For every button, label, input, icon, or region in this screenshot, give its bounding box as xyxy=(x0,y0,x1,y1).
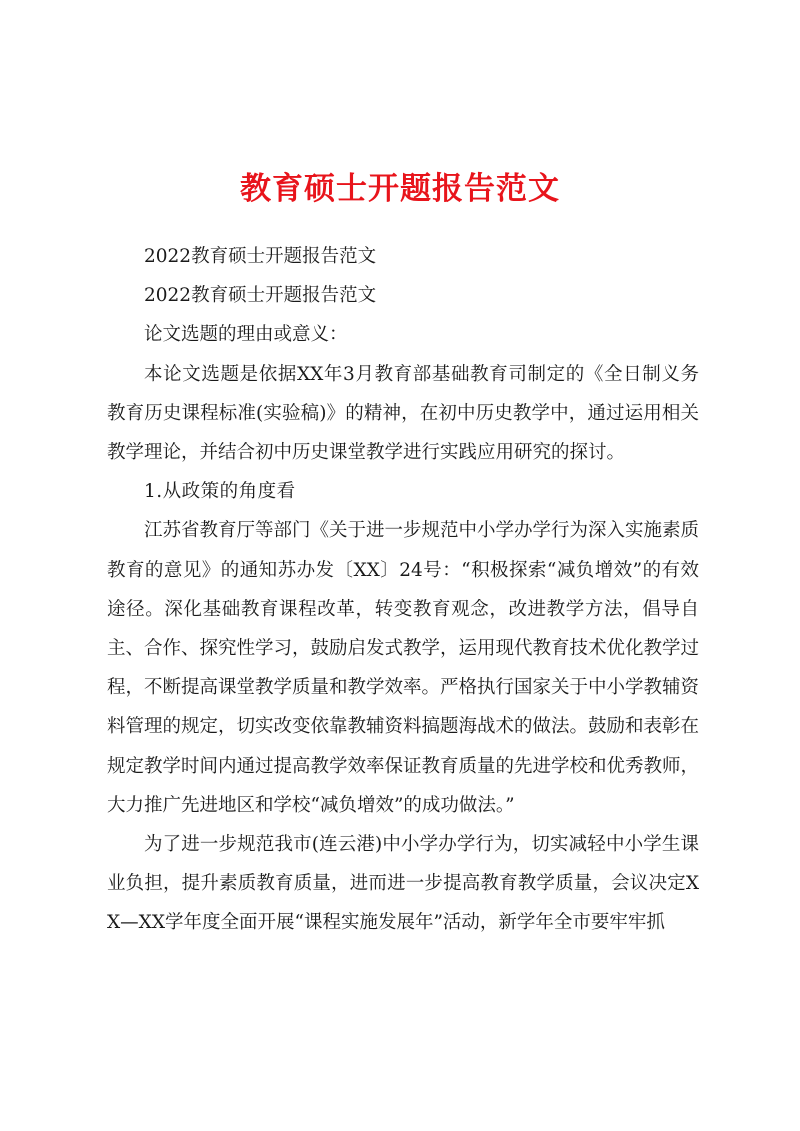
paragraph-local-policy: 为了进一步规范我市(连云港)中小学办学行为，切实减轻中小学生课业负担，提升素质教育质量，进而进一步提高教育教学质量，会议决定XX—XX学年度全面开展“课程实施发展年”活动，新学年全市要牢牢抓 xyxy=(107,834,699,934)
paragraph-subtitle-1: 2022教育硕士开题报告范文 xyxy=(144,246,377,267)
document-title: 教育硕士开题报告范文 xyxy=(240,171,560,207)
document-body xyxy=(107,237,699,943)
paragraph-subtitle-2: 2022教育硕士开题报告范文 xyxy=(144,285,377,307)
paragraph-section-heading: 论文选题的理由或意义： xyxy=(144,324,348,346)
paragraph-policy-text: 江苏省教育厅等部门《关于进一步规范中小学办学行为深入实施素质教育的意见》的通知苏办发〔XX〕24号：“积极探索“减负增效”的有效途径。深化基础教育课程改革，转变教育观念，改进教学方法，倡导自主、合作、探究性学习，鼓励启发式教学，运用现代教育技术优化教学过程，不断提高课堂教学质量和教学效率。严格执行国家关于中小学教辅资料管理的规定，切实改变依靠教辅资料搞题海战术的做法。鼓励和表彰在规定教学时间内通过提高教学效率保证教育质量的先进学校和优秀教师，大力推广先进地区和学校“减负增效”的成功做法。” xyxy=(107,520,700,816)
paragraph-policy-heading: 1.从政策的角度看 xyxy=(144,481,296,503)
paragraph-topic-basis: 本论文选题是依据XX年3月教育部基础教育司制定的《全日制义务教育历史课程标准(实验稿)》的精神，在初中历史教学中，通过运用相关教学理论，并结合初中历史课堂教学进行实践应用研究的探讨。 xyxy=(107,363,699,464)
